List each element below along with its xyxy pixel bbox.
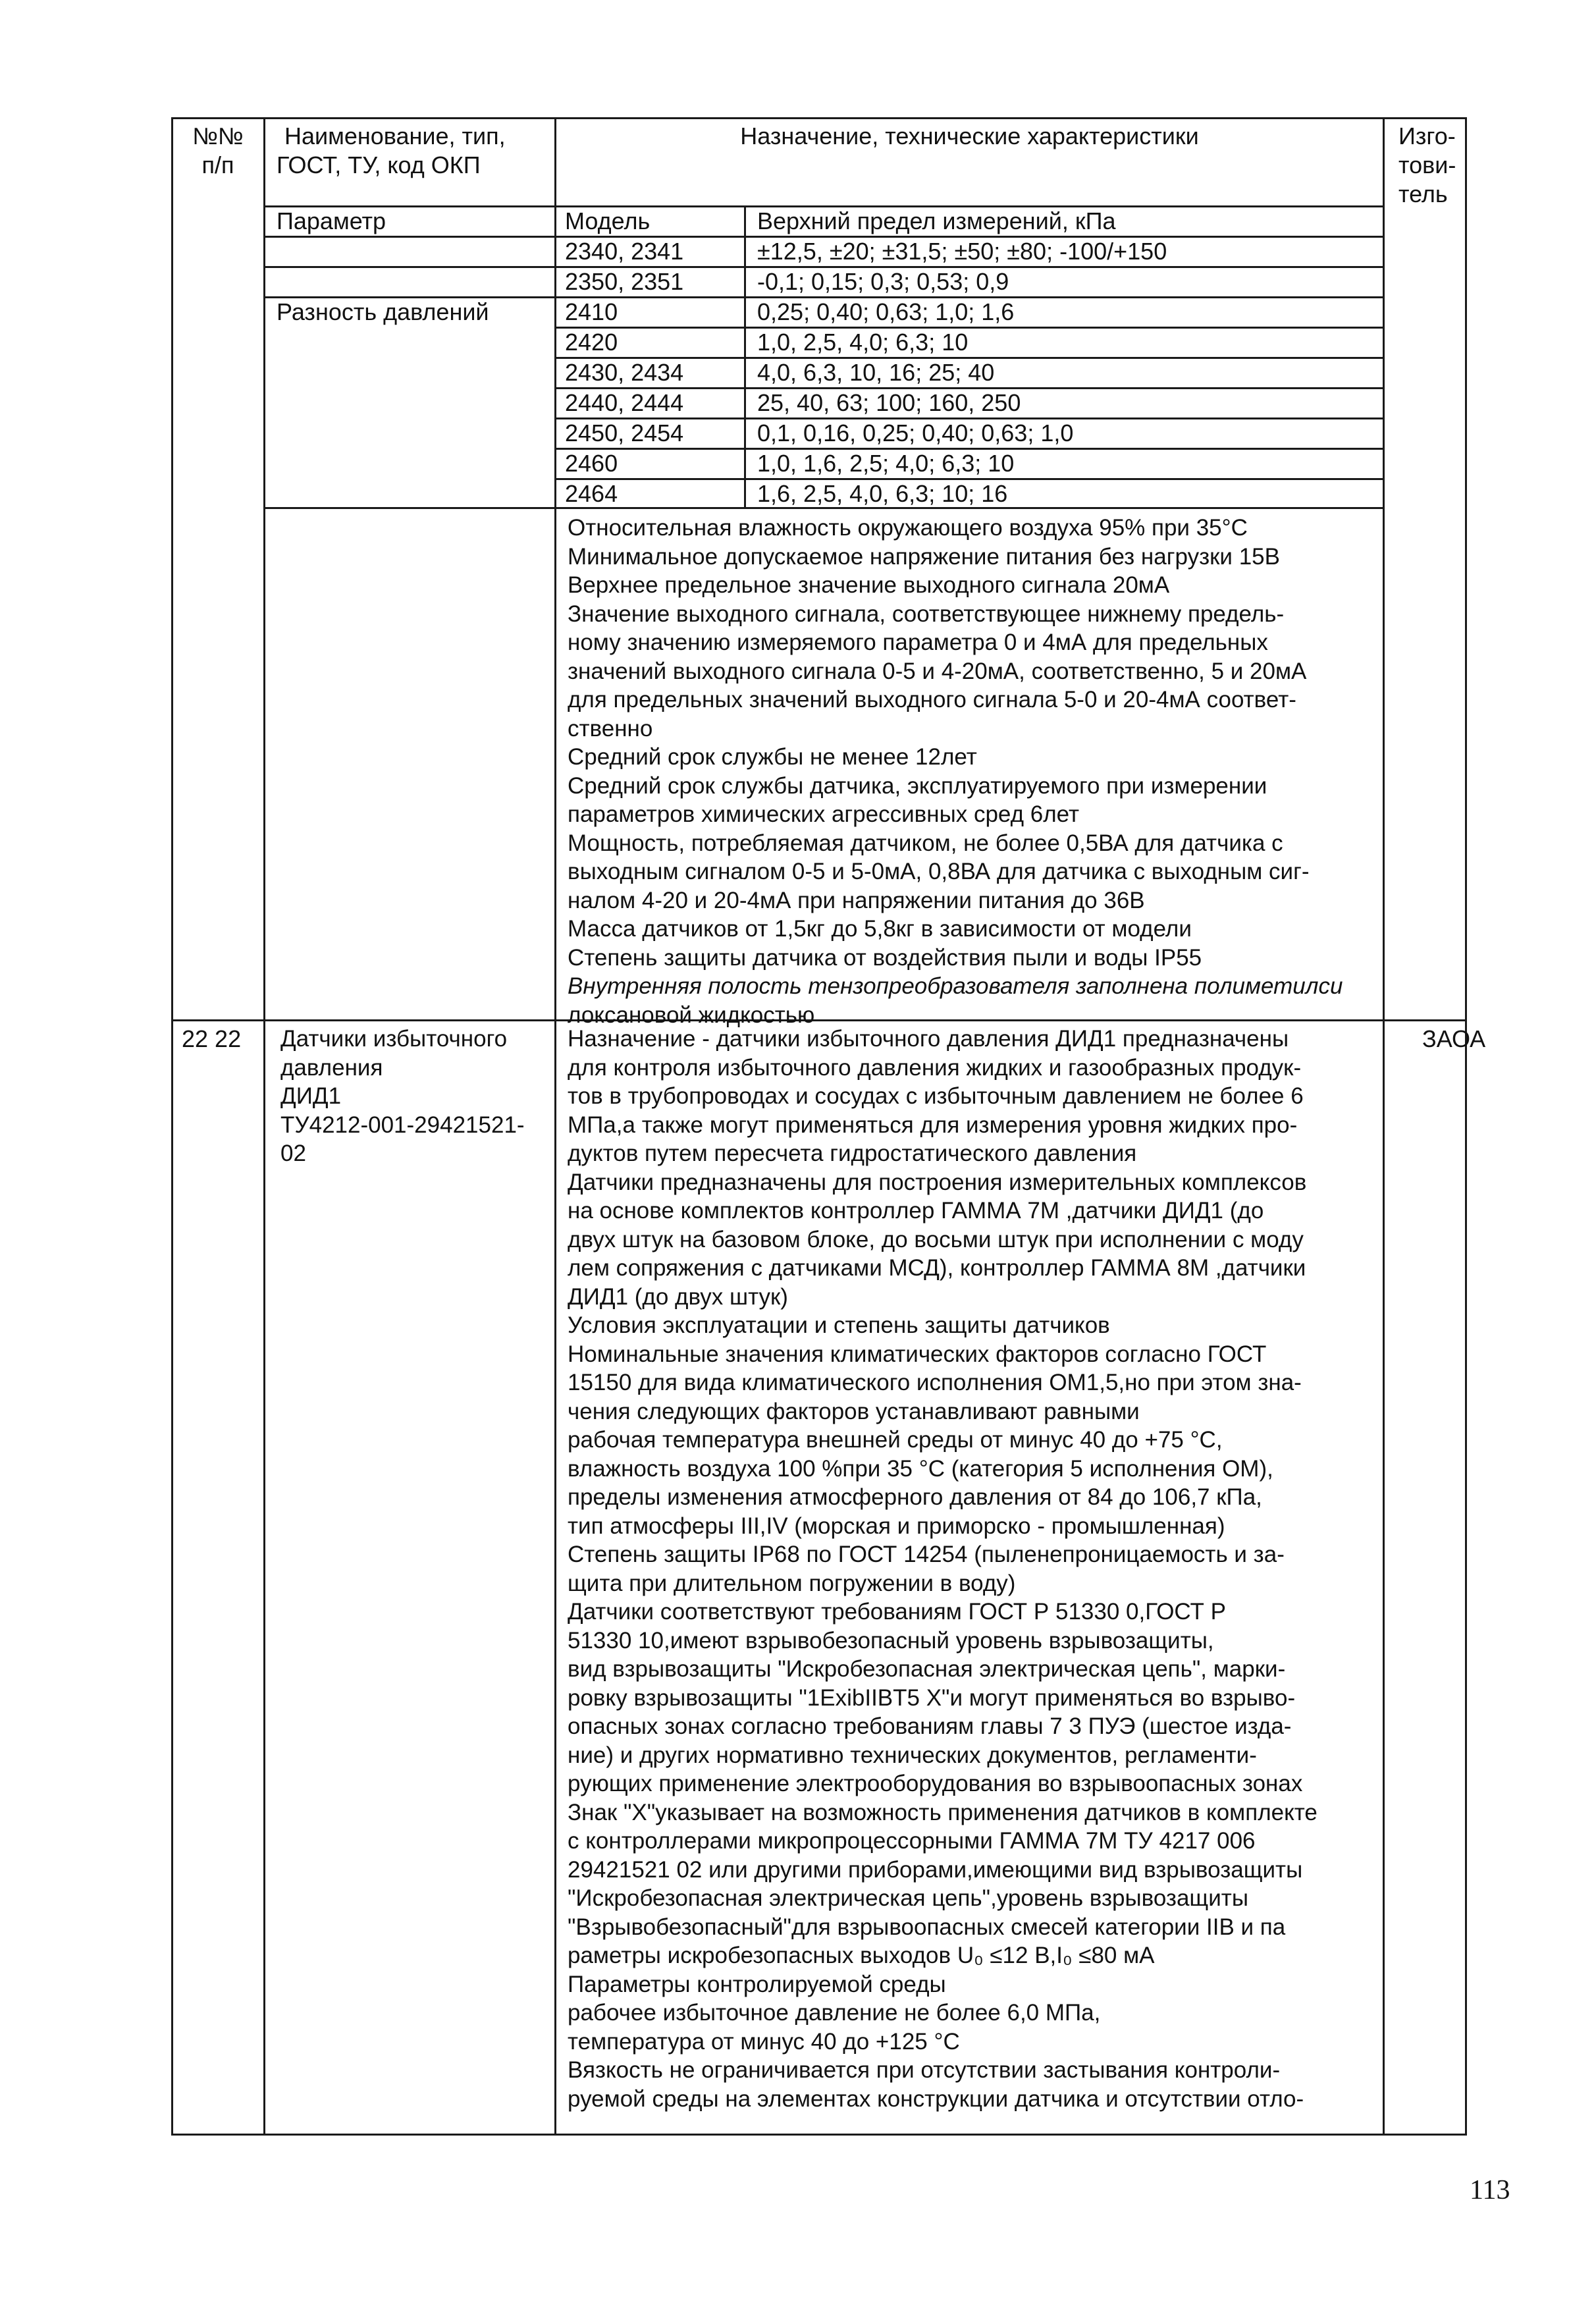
header-num-line1: №№ bbox=[192, 122, 244, 149]
table-border-top bbox=[171, 117, 1467, 119]
spec-line: параметров химических агрессивных сред 6лет bbox=[568, 801, 1079, 827]
desc-line: ДИД1 (до двух штук) bbox=[568, 1283, 788, 1310]
range-cell: 1,6, 2,5, 4,0, 6,3; 10; 16 bbox=[757, 480, 1008, 507]
param-row-line-1 bbox=[263, 266, 556, 268]
row2-name bbox=[280, 1025, 525, 1168]
row2-name-line: ДИД1 bbox=[280, 1083, 342, 1109]
desc-line: тип атмосферы III,IV (морская и приморско - промышленная) bbox=[568, 1513, 1225, 1539]
desc-line: чения следующих факторов устанавливают равными bbox=[568, 1398, 1140, 1424]
range-cell: 1,0, 2,5, 4,0; 6,3; 10 bbox=[757, 329, 969, 356]
table-border-left bbox=[171, 117, 173, 2136]
header-name-line1: Наименование, тип, bbox=[284, 122, 506, 149]
page-number: 113 bbox=[1470, 2175, 1510, 2205]
spec-paragraph bbox=[568, 514, 1343, 1029]
desc-line: 15150 для вида климатического исполнения ОМ1,5,но при этом зна- bbox=[568, 1370, 1302, 1395]
spec-line: Средний срок службы датчика, эксплуатируемого при измерении bbox=[568, 772, 1267, 799]
desc-line: "Взрывобезопасный"для взрывоопасных смесей категории IIВ и па bbox=[568, 1914, 1286, 1940]
spec-line: ственно bbox=[568, 715, 653, 741]
model-row-line bbox=[554, 327, 1385, 329]
desc-line: щита при длительном погружении в воду) bbox=[568, 1570, 1016, 1596]
desc-line: влажность воздуха 100 %при 35 °С (категория 5 исполнения ОМ), bbox=[568, 1455, 1273, 1482]
header-num-line2: п/п bbox=[201, 151, 234, 178]
spec-line: локсановой жидкостью bbox=[568, 1002, 815, 1028]
desc-line: пределы изменения атмосферного давления от 84 до 106,7 кПа, bbox=[568, 1484, 1262, 1510]
desc-line: рабочее избыточное давление не более 6,0 МПа, bbox=[568, 2000, 1101, 2026]
model-cell: 2430, 2434 bbox=[565, 359, 684, 386]
desc-line: рабочая температура внешней среды от минус 40 до +75 °С, bbox=[568, 1427, 1223, 1453]
desc-line: Назначение - датчики избыточного давления ДИД1 предназначены bbox=[568, 1026, 1289, 1052]
desc-line: раметры искробезопасных выходов U₀ ≤12 В,I₀ ≤80 мА bbox=[568, 1943, 1155, 1968]
desc-line: Условия эксплуатации и степень защиты датчиков bbox=[568, 1312, 1110, 1338]
subheader-range: Верхний предел измерений, кПа bbox=[757, 207, 1116, 234]
desc-line: дуктов путем пересчета гидростатического давления bbox=[568, 1141, 1137, 1166]
row2-maker: ЗАОА bbox=[1422, 1025, 1486, 1052]
desc-line: вид взрывозащиты "Искробезопасная электрическая цепь", марки- bbox=[568, 1656, 1286, 1682]
range-cell: 0,25; 0,40; 0,63; 1,0; 1,6 bbox=[757, 298, 1015, 325]
desc-line: на основе комплектов контроллер ГАММА 7М ,датчики ДИД1 (до bbox=[568, 1198, 1264, 1224]
model-cell: 2410 bbox=[565, 298, 618, 325]
col-divider-num bbox=[263, 117, 265, 2136]
spec-line: Внутренняя полость тензопреобразователя заполнена полиметилси bbox=[568, 973, 1343, 999]
row2-name-line: ТУ4212-001-29421521- bbox=[280, 1112, 525, 1138]
header-maker-line1: Изго- bbox=[1398, 122, 1456, 149]
spec-line: Мощность, потребляемая датчиком, не более 0,5ВА для датчика с bbox=[568, 830, 1283, 856]
model-cell: 2440, 2444 bbox=[565, 389, 684, 416]
desc-line: Датчики соответствуют требованиям ГОСТ Р 51330 0,ГОСТ Р bbox=[568, 1599, 1226, 1625]
table-border-bottom bbox=[171, 2134, 1467, 2136]
spec-line: Минимальное допускаемое напряжение питания без нагрузки 15В bbox=[568, 543, 1280, 570]
desc-line: двух штук на базовом блоке, до восьми штук при исполнении с моду bbox=[568, 1226, 1304, 1252]
spec-line: Степень защиты датчика от воздействия пыли и воды IP55 bbox=[568, 944, 1202, 971]
model-cell: 2450, 2454 bbox=[565, 419, 684, 446]
param-group-label: Разность давлений bbox=[277, 298, 489, 325]
desc-line: ние) и других нормативно технических документов, регламенти- bbox=[568, 1742, 1257, 1768]
desc-line: Датчики предназначены для построения измерительных комплексов bbox=[568, 1169, 1307, 1195]
row2-description bbox=[568, 1025, 1317, 2113]
range-cell: 4,0, 6,3, 10, 16; 25; 40 bbox=[757, 359, 995, 386]
col-divider-name bbox=[554, 117, 556, 2136]
row2-name-line: 02 bbox=[280, 1141, 306, 1166]
subheader-model: Модель bbox=[565, 207, 651, 234]
col-divider-maker bbox=[1383, 117, 1385, 2136]
desc-line: рующих применение электрооборудования во взрывоопасных зонах bbox=[568, 1771, 1303, 1796]
desc-line: с контроллерами микропроцессорными ГАММА 7М ТУ 4217 006 bbox=[568, 1828, 1256, 1854]
desc-line: для контроля избыточного давления жидких и газообразных продук- bbox=[568, 1054, 1302, 1081]
desc-line: руемой среды на элементах конструкции датчика и отсутствии отло- bbox=[568, 2085, 1304, 2112]
desc-line: лем сопряжения с датчиками МСД), контроллер ГАММА 8М ,датчики bbox=[568, 1255, 1306, 1281]
model-cell: 2460 bbox=[565, 450, 618, 477]
model-cell: 2350, 2351 bbox=[565, 268, 684, 295]
range-cell: 1,0, 1,6, 2,5; 4,0; 6,3; 10 bbox=[757, 450, 1015, 477]
spec-line: налом 4-20 и 20-4мА при напряжении питания до 36В bbox=[568, 887, 1145, 913]
spec-line: Верхнее предельное значение выходного сигнала 20мА bbox=[568, 572, 1170, 598]
range-cell: 25, 40, 63; 100; 160, 250 bbox=[757, 389, 1021, 416]
header-purpose: Назначение, технические характеристики bbox=[740, 122, 1199, 149]
spec-line: Значение выходного сигнала, соответствующее нижнему предель- bbox=[568, 601, 1285, 627]
col-divider-model-range bbox=[744, 205, 746, 507]
desc-line: Номинальные значения климатических факторов согласно ГОСТ bbox=[568, 1341, 1267, 1367]
desc-line: Вязкость не ограничивается при отсутствии застывания контроли- bbox=[568, 2057, 1281, 2083]
model-cell: 2340, 2341 bbox=[565, 238, 684, 265]
desc-line: Параметры контролируемой среды bbox=[568, 1971, 946, 1997]
range-cell: -0,1; 0,15; 0,3; 0,53; 0,9 bbox=[757, 268, 1009, 295]
row2-name-line: давления bbox=[280, 1054, 383, 1081]
desc-line: Знак "Х"указывает на возможность применения датчиков в комплекте bbox=[568, 1799, 1317, 1825]
desc-line: МПа,а также могут применяться для измерения уровня жидких про- bbox=[568, 1112, 1298, 1138]
header-name-line2: ГОСТ, ТУ, код ОКП bbox=[277, 151, 481, 178]
spec-line: выходным сигналом 0-5 и 5-0мА, 0,8ВА для датчика с выходным сиг- bbox=[568, 859, 1310, 884]
table-border-right bbox=[1465, 117, 1467, 2136]
desc-line: 51330 10,имеют взрывобезопасный уровень взрывозащиты, bbox=[568, 1627, 1214, 1654]
desc-line: температура от минус 40 до +125 °С bbox=[568, 2028, 960, 2055]
spec-line: значений выходного сигнала 0-5 и 4-20мА, соответственно, 5 и 20мА bbox=[568, 658, 1307, 684]
range-cell: ±12,5, ±20; ±31,5; ±50; ±80; -100/+150 bbox=[757, 238, 1167, 265]
desc-line: тов в трубопроводах и сосудах с избыточным давлением не более 6 bbox=[568, 1083, 1304, 1109]
spec-line: ному значению измеряемого параметра 0 и 4мА для предельных bbox=[568, 630, 1268, 655]
subheader-param: Параметр bbox=[277, 207, 386, 234]
row2-name-line: Датчики избыточного bbox=[280, 1026, 508, 1052]
spec-line: Средний срок службы не менее 12лет bbox=[568, 744, 977, 770]
spec-line: Масса датчиков от 1,5кг до 5,8кг в зависимости от модели bbox=[568, 916, 1192, 942]
desc-line: опасных зонах согласно требованиям главы 7 3 ПУЭ (шестое изда- bbox=[568, 1713, 1292, 1739]
desc-line: ровку взрывозащиты "1ExibIIBT5 X"и могут применяться во взрыво- bbox=[568, 1684, 1296, 1711]
spec-line: Относительная влажность окружающего воздуха 95% при 35°С bbox=[568, 515, 1248, 541]
desc-line: 29421521 02 или другими приборами,имеющими вид взрывозащиты bbox=[568, 1856, 1303, 1883]
model-cell: 2420 bbox=[565, 329, 618, 356]
desc-line: Степень защиты IP68 по ГОСТ 14254 (пыленепроницаемость и за- bbox=[568, 1542, 1285, 1567]
model-cell: 2464 bbox=[565, 480, 618, 507]
range-cell: 0,1, 0,16, 0,25; 0,40; 0,63; 1,0 bbox=[757, 419, 1074, 446]
row2-number: 22 22 bbox=[182, 1025, 242, 1052]
spec-line: для предельных значений выходного сигнала 5-0 и 20-4мА соответ- bbox=[568, 687, 1296, 713]
header-maker-line2: тови- bbox=[1398, 151, 1456, 178]
header-maker-line3: тель bbox=[1398, 180, 1448, 207]
desc-line: "Искробезопасная электрическая цепь",уровень взрывозащиты bbox=[568, 1885, 1248, 1911]
